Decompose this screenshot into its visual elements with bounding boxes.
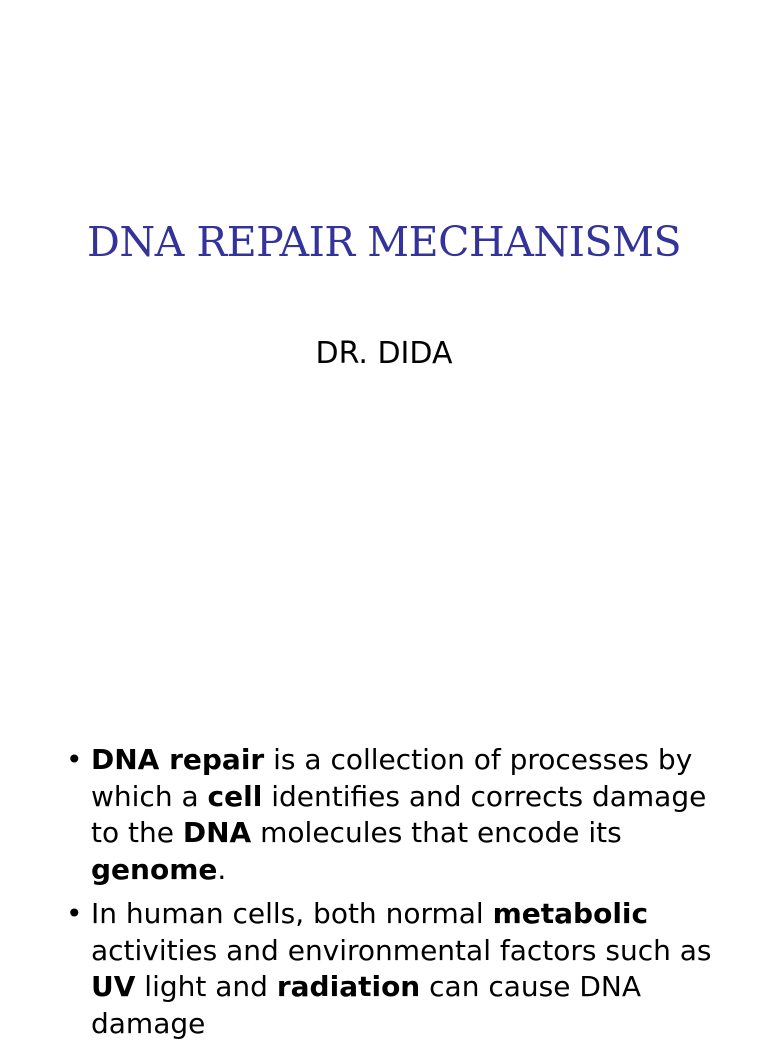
bullet-text: can cause DNA damage	[91, 970, 642, 1040]
bullet-item-human-cells	[66, 896, 716, 1042]
bullet-text: .	[217, 852, 227, 886]
bullet-list	[66, 742, 716, 1050]
bullet-text: identifies and corrects damage to the	[91, 779, 707, 849]
term-metabolic: metabolic	[492, 897, 649, 930]
bullet-dot-icon: •	[66, 743, 83, 776]
bullet-text: light and	[135, 970, 277, 1003]
term-uv: UV	[91, 970, 136, 1003]
term-genome: genome	[91, 852, 218, 886]
bullet-dot-icon: •	[66, 897, 83, 930]
term-cell: cell	[207, 779, 263, 813]
bullet-item-dna-repair	[66, 742, 716, 888]
term-dna-repair: DNA repair	[91, 743, 265, 776]
slide-subtitle-author: DR. DIDA	[315, 336, 453, 371]
bullet-text: molecules that encode its	[251, 816, 622, 849]
term-dna: DNA	[182, 816, 252, 849]
slide-title: DNA REPAIR MECHANISMS	[86, 218, 682, 266]
bullet-text: activities and environmental factors such as	[91, 933, 712, 967]
bullet-text: In human cells, both normal	[91, 897, 493, 930]
bullet-text: is a collection of processes by which a	[91, 743, 693, 813]
term-radiation: radiation	[276, 970, 421, 1003]
